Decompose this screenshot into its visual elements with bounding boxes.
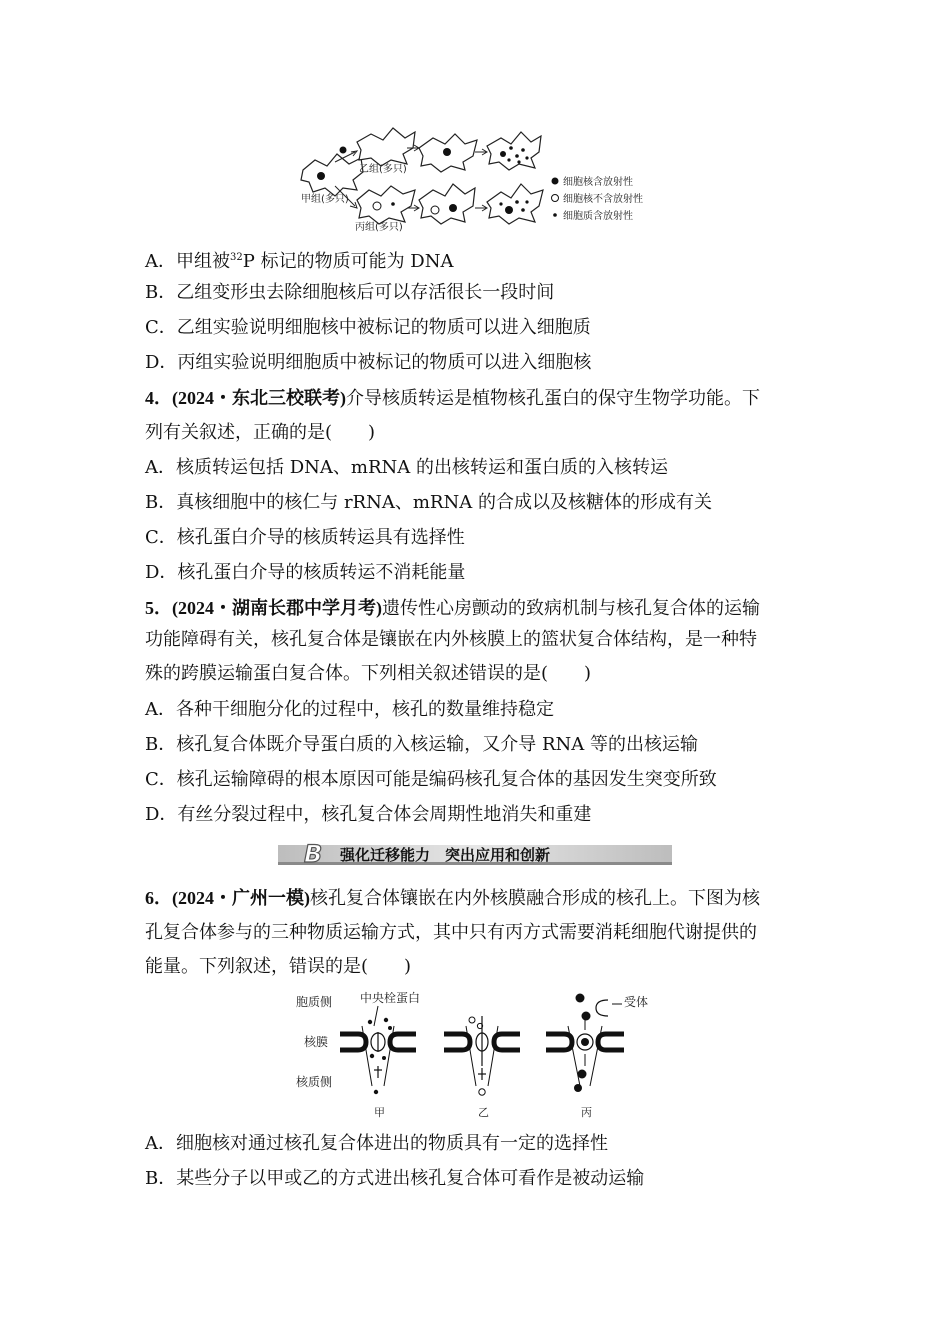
- q5-option-b: B．核孔复合体既介导蛋白质的入核运输，又介导 RNA 等的出核运输: [145, 734, 698, 755]
- q4-number: 4．: [145, 388, 172, 408]
- q4-stem-line1: 4．(2024・东北三校联考)介导核质转运是植物核孔蛋白的保守生物学功能。下: [145, 388, 760, 409]
- amoeba-yi-3: [487, 132, 541, 170]
- q4-option-c: C．核孔蛋白介导的核质转运具有选择性: [145, 527, 465, 548]
- amoeba-bing-1: [357, 186, 415, 224]
- figure1-legend: [552, 175, 644, 222]
- q3-option-c: C．乙组实验说明细胞核中被标记的物质可以进入细胞质: [145, 317, 591, 338]
- amoeba-yi-1: [357, 128, 415, 166]
- label-panel-jia: 甲: [374, 1106, 385, 1119]
- q4-option-a: A．核质转运包括 DNA、mRNA 的出核转运和蛋白质的入核转运: [145, 457, 668, 478]
- label-nucleoplasm-side: 核质侧: [296, 1075, 333, 1089]
- banner-title: 强化迁移能力 突出应用和创新: [340, 846, 551, 864]
- label-membrane: 核膜: [304, 1035, 329, 1049]
- q6-source: (2024・广州一模): [172, 888, 310, 908]
- amoeba-jia: [301, 154, 363, 196]
- panel-jia: [340, 1006, 416, 1086]
- nuclear-pore-figure: [290, 986, 670, 1122]
- label-central-plug: 中央栓蛋白: [360, 991, 421, 1005]
- label-jia-group: 甲组(多只): [301, 194, 349, 205]
- q5-stem-line2: 功能障碍有关，核孔复合体是镶嵌在内外核膜上的篮状复合体结构，是一种特: [145, 629, 757, 650]
- q5-source: (2024・湖南长郡中学月考): [172, 598, 382, 618]
- svg-text:细胞质含放射性: 细胞质含放射性: [563, 211, 633, 222]
- q5-option-d: D．有丝分裂过程中，核孔复合体会周期性地消失和重建: [145, 804, 592, 825]
- q6-number: 6．: [145, 888, 172, 908]
- q6-option-a: A．细胞核对通过核孔复合体进出的物质具有一定的选择性: [145, 1133, 608, 1154]
- q6-stem-line2: 孔复合体参与的三种物质运输方式，其中只有丙方式需要消耗细胞代谢提供的: [145, 922, 757, 943]
- svg-text:细胞核不含放射性: 细胞核不含放射性: [563, 194, 643, 205]
- label-receptor: 受体: [624, 995, 649, 1009]
- q6-stem-line1: 6．(2024・广州一模)核孔复合体镶嵌在内外核膜融合形成的核孔上。下图为核: [145, 888, 760, 909]
- label-yi-group: 乙组(多只): [359, 164, 407, 175]
- q4-option-b: B．真核细胞中的核仁与 rRNA、mRNA 的合成以及核糖体的形成有关: [145, 492, 712, 513]
- section-b-banner: [278, 841, 672, 867]
- q3-option-b: B．乙组变形虫去除细胞核后可以存活很长一段时间: [145, 282, 555, 303]
- svg-text:细胞核含放射性: 细胞核含放射性: [563, 177, 633, 188]
- q5-option-c: C．核孔运输障碍的根本原因可能是编码核孔复合体的基因发生突变所致: [145, 769, 717, 790]
- q4-option-d: D．核孔蛋白介导的核质转运不消耗能量: [145, 562, 466, 583]
- amoeba-experiment-figure: [295, 122, 665, 234]
- label-cytoplasm-side: 胞质侧: [296, 995, 333, 1009]
- amoeba-bing-2: [419, 184, 475, 224]
- q4-source: (2024・东北三校联考): [172, 388, 346, 408]
- q5-option-a: A．各种干细胞分化的过程中，核孔的数量维持稳定: [145, 699, 554, 720]
- banner-letter: B: [304, 841, 323, 867]
- q5-stem-line1: 5．(2024・湖南长郡中学月考)遗传性心房颤动的致病机制与核孔复合体的运输: [145, 598, 760, 619]
- amoeba-bing-3: [487, 184, 543, 224]
- panel-yi: [444, 1016, 520, 1095]
- q6-option-b: B．某些分子以甲或乙的方式进出核孔复合体可看作是被动运输: [145, 1168, 645, 1189]
- q3-option-a: A．甲组被$^{32}$P 标记的物质可能为 DNA: [145, 251, 454, 272]
- label-panel-yi: 乙: [478, 1106, 489, 1119]
- q5-stem-line3: 殊的跨膜运输蛋白复合体。下列相关叙述错误的是( ): [145, 663, 592, 684]
- label-bing-group: 丙组(多只): [355, 222, 403, 233]
- q6-stem-line3: 能量。下列叙述，错误的是( ): [145, 956, 412, 977]
- q4-stem-line2: 列有关叙述，正确的是( ): [145, 422, 376, 443]
- q3-option-d: D．丙组实验说明细胞质中被标记的物质可以进入细胞核: [145, 352, 592, 373]
- label-panel-bing: 丙: [581, 1106, 592, 1119]
- q5-number: 5．: [145, 598, 172, 618]
